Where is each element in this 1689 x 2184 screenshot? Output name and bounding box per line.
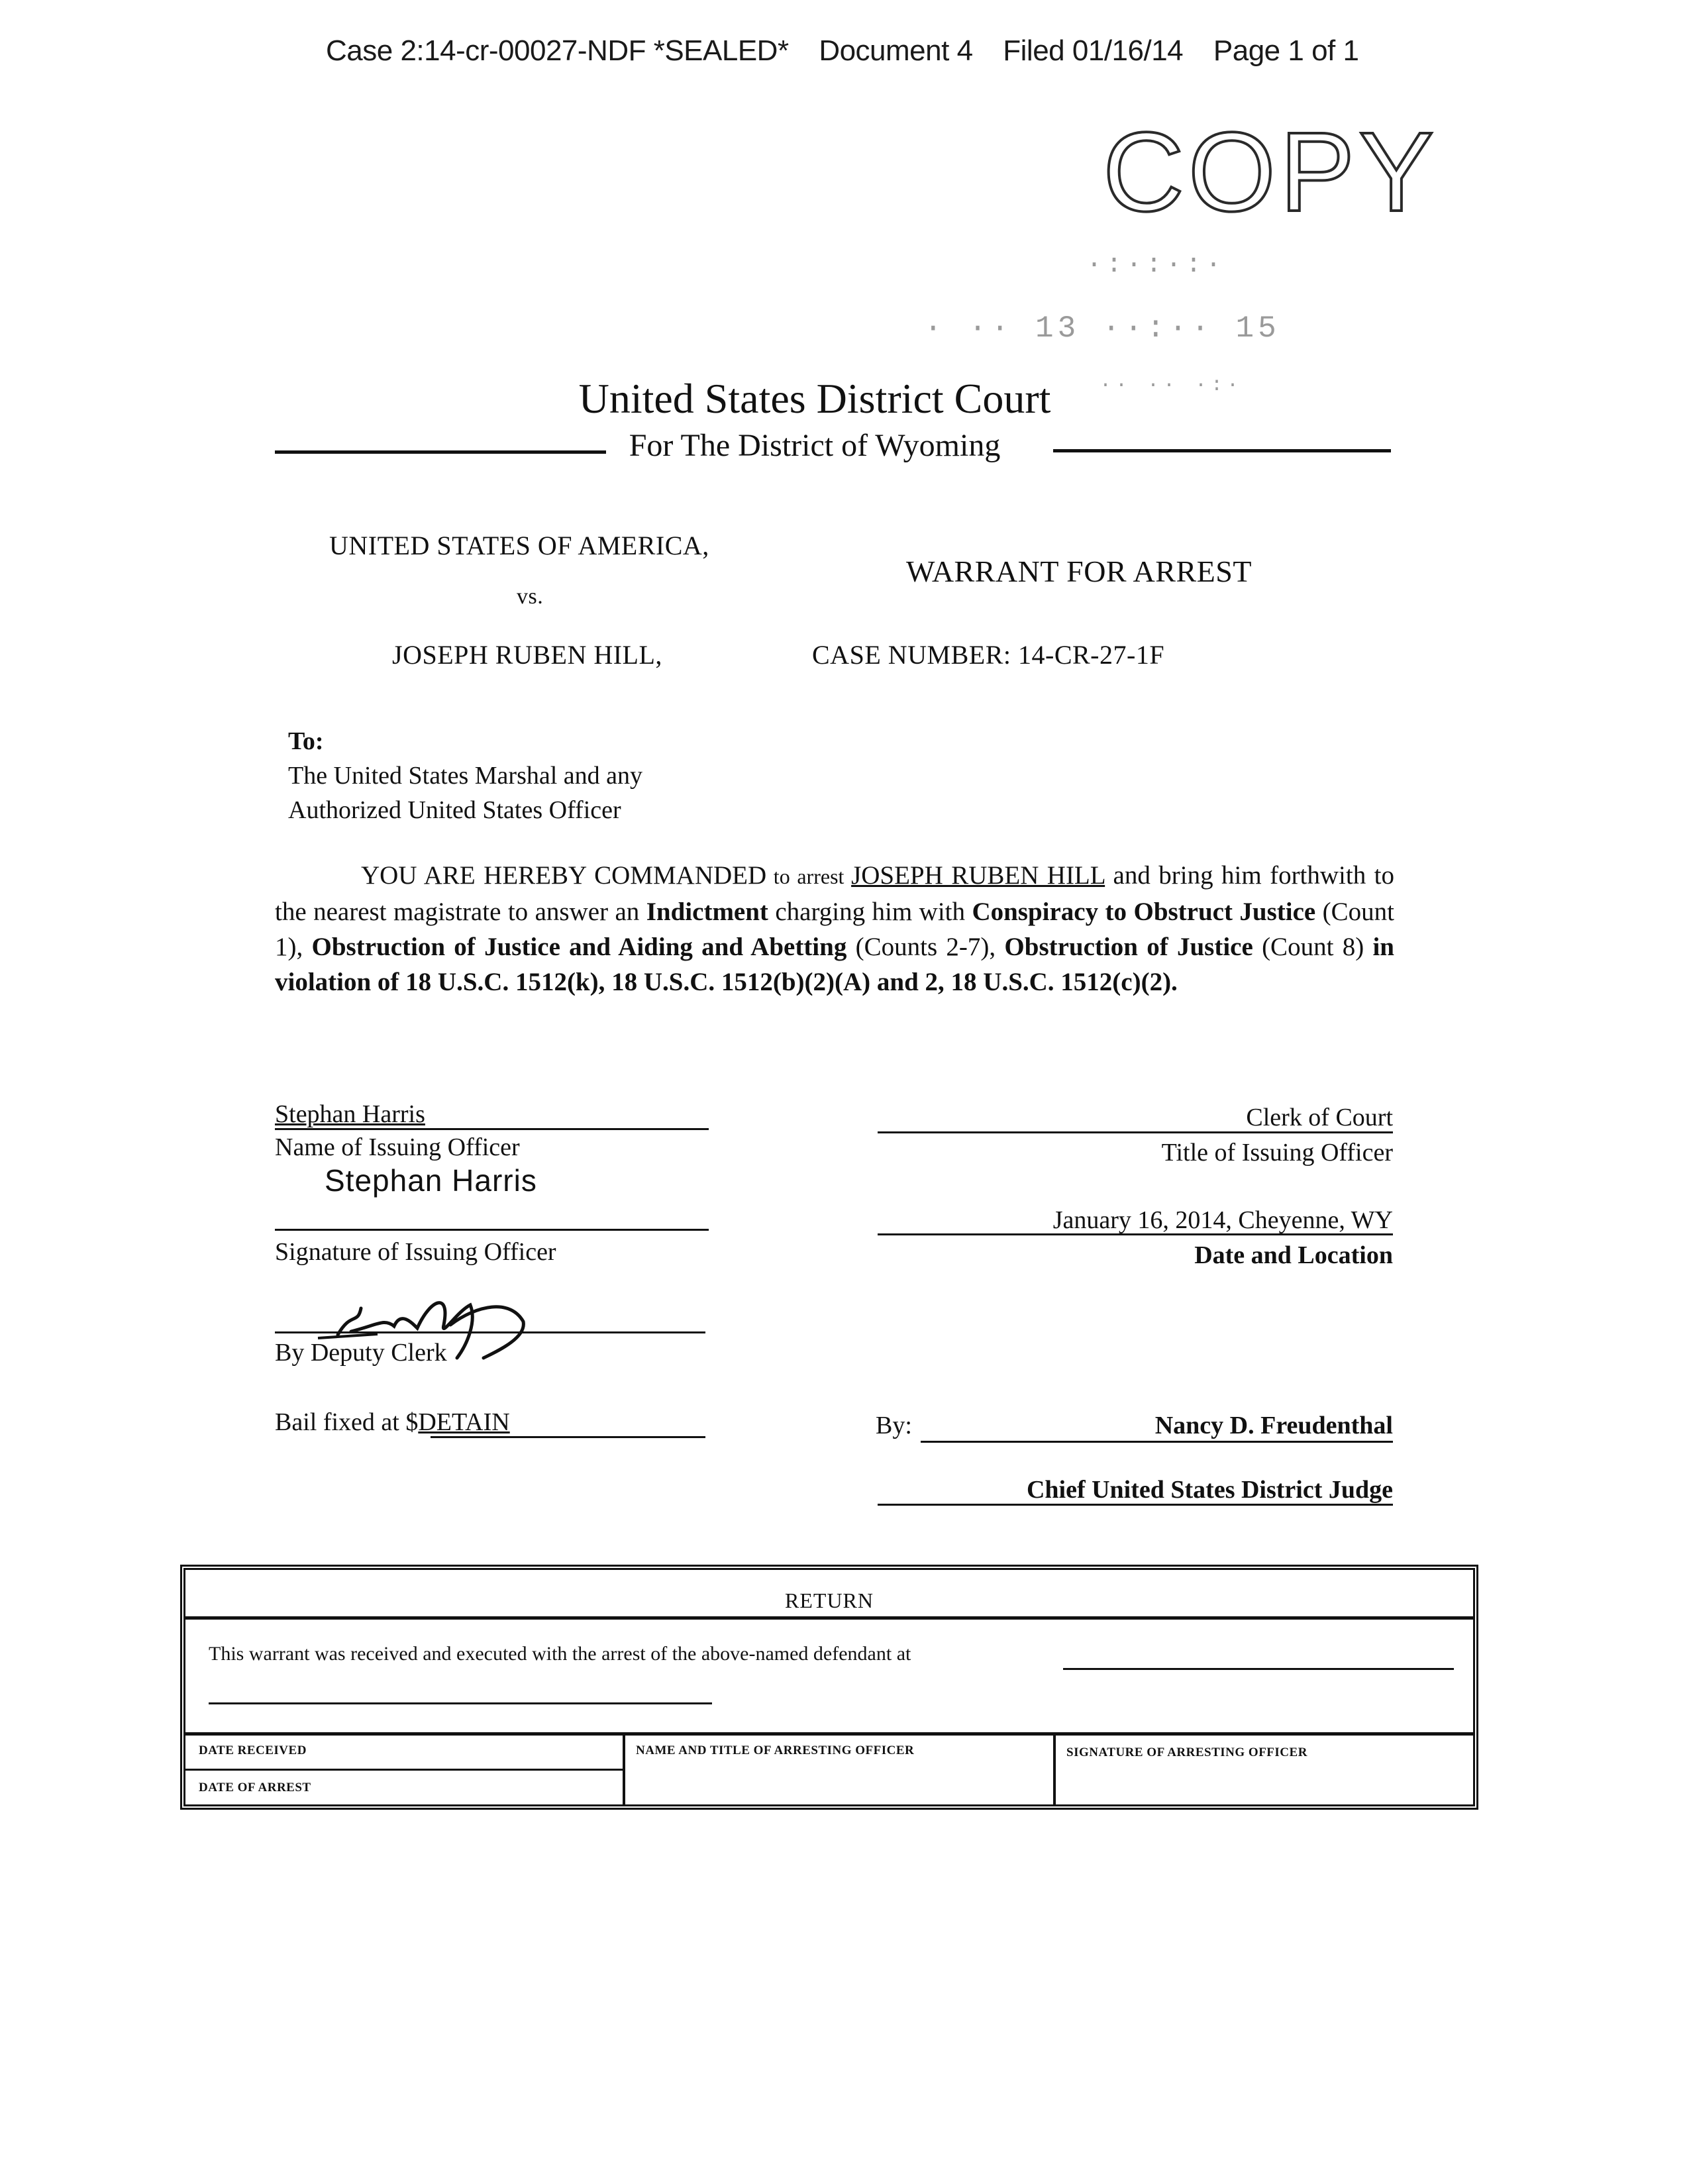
document-type: WARRANT FOR ARREST (906, 554, 1252, 588)
defendant: JOSEPH RUBEN HILL, (392, 640, 662, 670)
command-defendant-name: JOSEPH RUBEN HILL (851, 861, 1105, 890)
signature-label: Signature of Issuing Officer (275, 1238, 556, 1266)
date-received-label: DATE RECEIVED (199, 1743, 307, 1757)
return-statement: This warrant was received and executed with the arrest of the above-named defendant at (209, 1643, 911, 1665)
court-district: For The District of Wyoming (629, 428, 1001, 463)
signature-line (275, 1229, 709, 1231)
title-value: Clerk of Court (1246, 1104, 1393, 1131)
court-title: United States District Court (578, 375, 1051, 422)
return-fields-divider (185, 1732, 1473, 1736)
stamp-smudge-date: · ·· 13 ··:·· 15 (924, 311, 1280, 346)
issuing-officer-name: Stephan Harris (275, 1100, 425, 1128)
case-number-label: CASE NUMBER: (812, 640, 1011, 670)
date-row-divider (185, 1769, 623, 1771)
deputy-clerk-label: By Deputy Clerk (275, 1339, 447, 1367)
return-col-divider-1 (623, 1732, 625, 1805)
command-paragraph (275, 858, 1394, 1000)
plaintiff: UNITED STATES OF AMERICA, (329, 531, 709, 560)
bail-line (431, 1436, 705, 1438)
charge-count-2-7: (Counts 2-7), (846, 933, 1005, 961)
addressee-block (288, 724, 642, 827)
stamp-smudge-clerk: ·· ·· ·:· (1100, 374, 1243, 397)
arrest-location-line-2[interactable] (209, 1702, 712, 1704)
charge-obstruction: Obstruction of Justice (1004, 933, 1253, 961)
addressee-label: To: (288, 727, 324, 755)
charge-obstruction-aiding: Obstruction of Justice and Aiding and Abetting (311, 933, 847, 961)
typed-signature: Stephan Harris (325, 1163, 537, 1198)
versus: vs. (517, 584, 544, 609)
judge-name: Nancy D. Freudenthal (1154, 1412, 1393, 1439)
command-bring: and bring him forthwith to the nearest magistrate to answer an (275, 861, 1394, 926)
statute-violation: in violation of 18 U.S.C. 1512(k), 18 U.S.C. 1512(b)(2)(A) and 2, 18 U.S.C. 1512(c)(2). (275, 933, 1394, 996)
arresting-officer-name-label: NAME AND TITLE OF ARRESTING OFFICER (636, 1743, 915, 1757)
filed-date: Filed 01/16/14 (1003, 34, 1184, 67)
deputy-clerk-signature (278, 1285, 583, 1384)
filing-header (326, 34, 1381, 68)
charge-count-8: (Count 8) (1253, 933, 1373, 961)
date-location-label: Date and Location (1194, 1241, 1393, 1269)
command-indictment: Indictment (646, 898, 768, 926)
addressee-line-1: The United States Marshal and any (288, 762, 643, 790)
arresting-officer-signature-label: SIGNATURE OF ARRESTING OFFICER (1066, 1745, 1307, 1759)
return-col-divider-2 (1053, 1732, 1056, 1805)
date-of-arrest-label: DATE OF ARREST (199, 1781, 311, 1794)
judge-signature-line (921, 1441, 1393, 1443)
judge-by-label: By: (876, 1412, 912, 1439)
return-box (180, 1565, 1478, 1810)
command-charging: charging him with (768, 898, 972, 926)
addressee-line-2: Authorized United States Officer (288, 796, 621, 824)
arrest-location-line[interactable] (1063, 1668, 1454, 1670)
command-to-arrest: to arrest (766, 864, 852, 888)
command-intro: YOU ARE HEREBY COMMANDED (361, 861, 767, 890)
judge-title: Chief United States District Judge (1026, 1476, 1393, 1504)
officer-name-label: Name of Issuing Officer (275, 1133, 520, 1161)
copy-stamp: COPY (1103, 109, 1438, 235)
bail-label: Bail fixed at $ (275, 1408, 419, 1436)
stamp-smudge-received: ·:·:·:· (1086, 250, 1226, 280)
charge-count-1: (Count 1), (275, 898, 1394, 961)
bail-row (275, 1408, 510, 1437)
deputy-clerk-line (275, 1331, 705, 1333)
title-label: Title of Issuing Officer (1161, 1139, 1393, 1167)
document-number: Document 4 (819, 34, 973, 67)
case-number-row (812, 639, 1164, 670)
case-number: 14-CR-27-1F (1018, 640, 1165, 670)
case-id: Case 2:14-cr-00027-NDF *SEALED* (326, 34, 789, 67)
return-title-divider (185, 1616, 1473, 1620)
officer-name-line (275, 1128, 709, 1130)
return-title: RETURN (785, 1588, 874, 1612)
date-location-value: January 16, 2014, Cheyenne, WY (1052, 1206, 1393, 1234)
page-indicator: Page 1 of 1 (1213, 34, 1359, 67)
bail-value: DETAIN (418, 1408, 510, 1436)
heading-rule-right (1053, 449, 1391, 452)
charge-conspiracy: Conspiracy to Obstruct Justice (972, 898, 1316, 926)
